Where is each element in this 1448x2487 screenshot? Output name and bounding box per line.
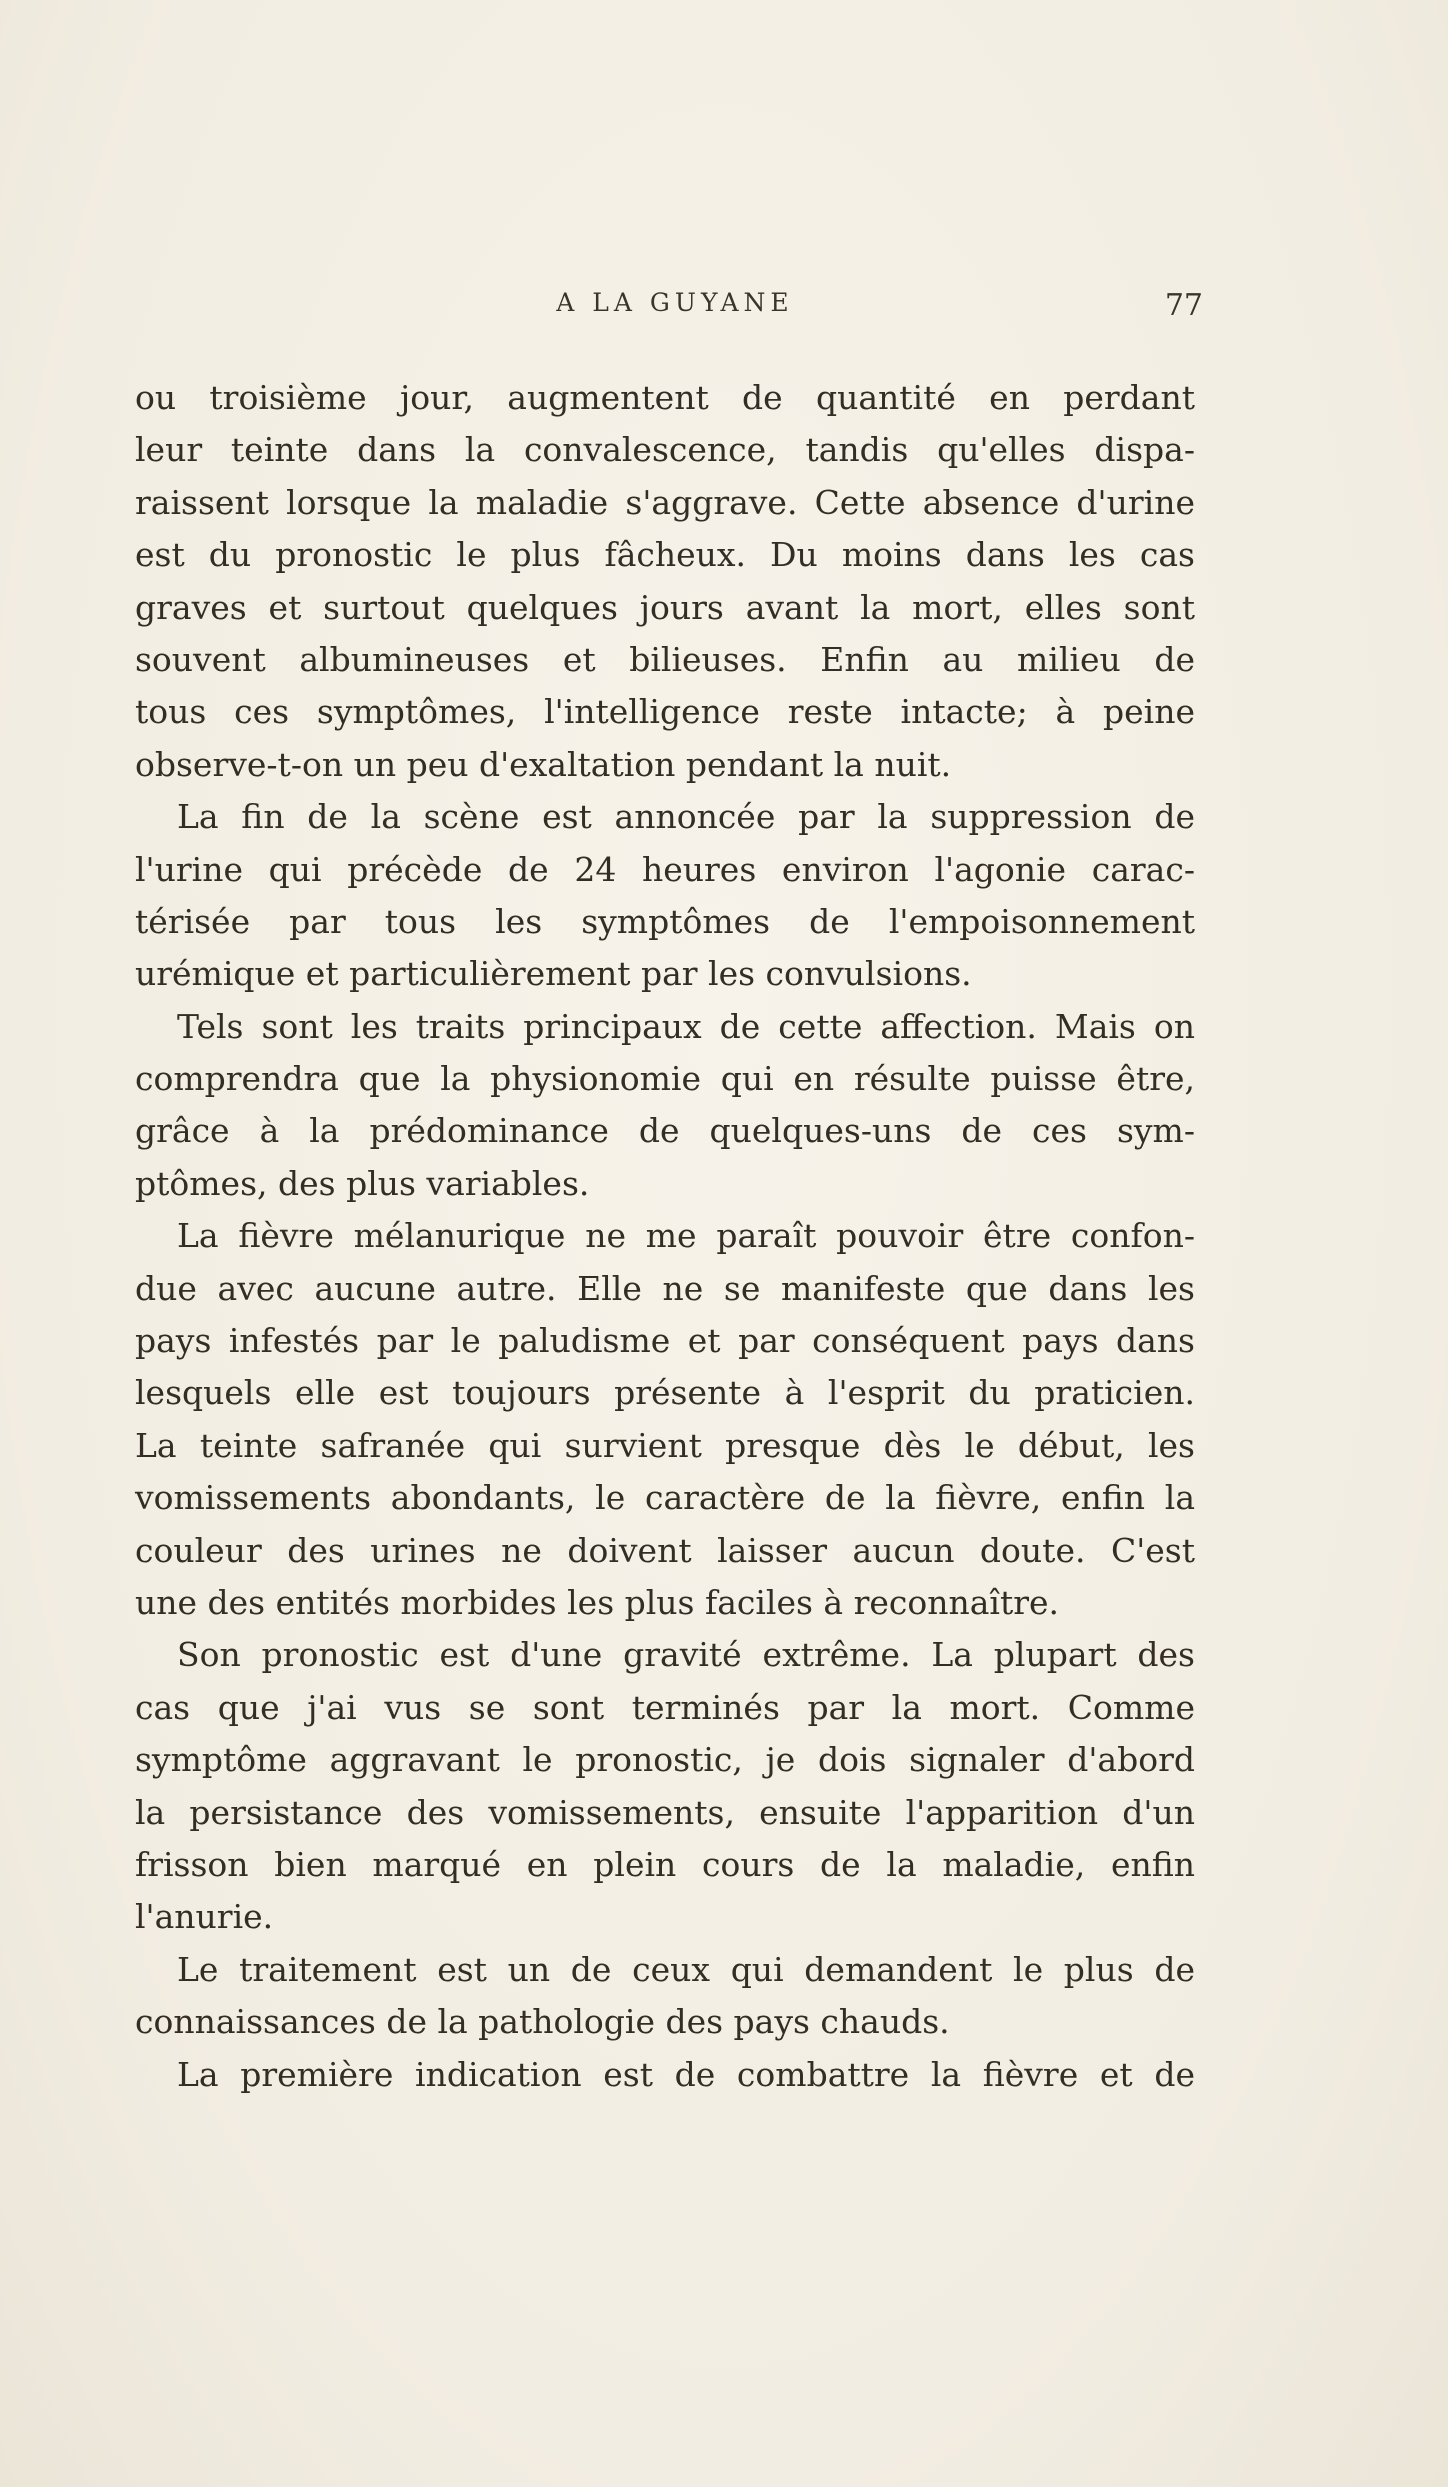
text-line: Tels sont les traits principaux de cette affection. Mais on	[177, 1006, 1195, 1046]
text-line: raissent lorsque la maladie s'aggrave. Cette absence d'urine	[135, 482, 1195, 522]
text-line: est du pronostic le plus fâcheux. Du moins dans les cas	[135, 535, 1195, 575]
text-line: térisée par tous les symptômes de l'empoisonnement	[135, 901, 1195, 941]
text-line: connaissances de la pathologie des pays chauds.	[135, 2002, 950, 2042]
text-line: observe-t-on un peu d'exaltation pendant la nuit.	[135, 744, 952, 784]
text-line: leur teinte dans la convalescence, tandis qu'elles dispa-	[135, 430, 1195, 470]
text-line: l'anurie.	[135, 1897, 274, 1937]
text-line: ou troisième jour, augmentent de quantité en perdant	[135, 378, 1195, 417]
body-text	[135, 372, 1195, 2101]
text-line: souvent albumineuses et bilieuses. Enfin au milieu de	[135, 639, 1195, 679]
running-title: A LA GUYANE	[556, 288, 794, 317]
running-head	[135, 288, 1215, 328]
text-line: urémique et particulièrement par les convulsions.	[135, 954, 972, 994]
text-line: cas que j'ai vus se sont terminés par la mort. Comme	[135, 1687, 1195, 1727]
text-line: La première indication est de combattre la fièvre et de	[177, 2054, 1195, 2094]
text-line: Son pronostic est d'une gravité extrême. La plupart des	[177, 1635, 1195, 1675]
text-line: La fin de la scène est annoncée par la suppression de	[177, 797, 1195, 837]
text-line: due avec aucune autre. Elle ne se manifeste que dans les	[135, 1268, 1195, 1308]
text-line: comprendra que la physionomie qui en résulte puisse être,	[135, 1059, 1195, 1099]
text-line: grâce à la prédominance de quelques-uns de ces sym-	[135, 1111, 1195, 1151]
text-line: pays infestés par le paludisme et par conséquent pays dans	[135, 1321, 1195, 1361]
text-line: frisson bien marqué en plein cours de la maladie, enfin	[135, 1844, 1195, 1884]
text-line: couleur des urines ne doivent laisser aucun doute. C'est	[135, 1530, 1195, 1570]
text-line: vomissements abondants, le caractère de la fièvre, enfin la	[135, 1478, 1195, 1518]
text-line: tous ces symptômes, l'intelligence reste intacte; à peine	[135, 692, 1195, 732]
text-line: la persistance des vomissements, ensuite l'apparition d'un	[135, 1792, 1195, 1832]
text-line: ptômes, des plus variables.	[135, 1163, 590, 1203]
text-line: La teinte safranée qui survient presque dès le début, les	[135, 1425, 1195, 1465]
text-line: l'urine qui précède de 24 heures environ l'agonie carac-	[135, 849, 1195, 889]
text-line: lesquels elle est toujours présente à l'esprit du praticien.	[135, 1373, 1195, 1413]
page-number: 77	[1164, 288, 1203, 323]
text-line: Le traitement est un de ceux qui demandent le plus de	[177, 1949, 1195, 1989]
text-line: une des entités morbides les plus faciles à reconnaître.	[135, 1582, 1060, 1622]
text-line: graves et surtout quelques jours avant la mort, elles sont	[135, 587, 1195, 627]
text-line: symptôme aggravant le pronostic, je dois signaler d'abord	[135, 1740, 1195, 1780]
text-line: La fièvre mélanurique ne me paraît pouvoir être confon-	[177, 1216, 1195, 1256]
